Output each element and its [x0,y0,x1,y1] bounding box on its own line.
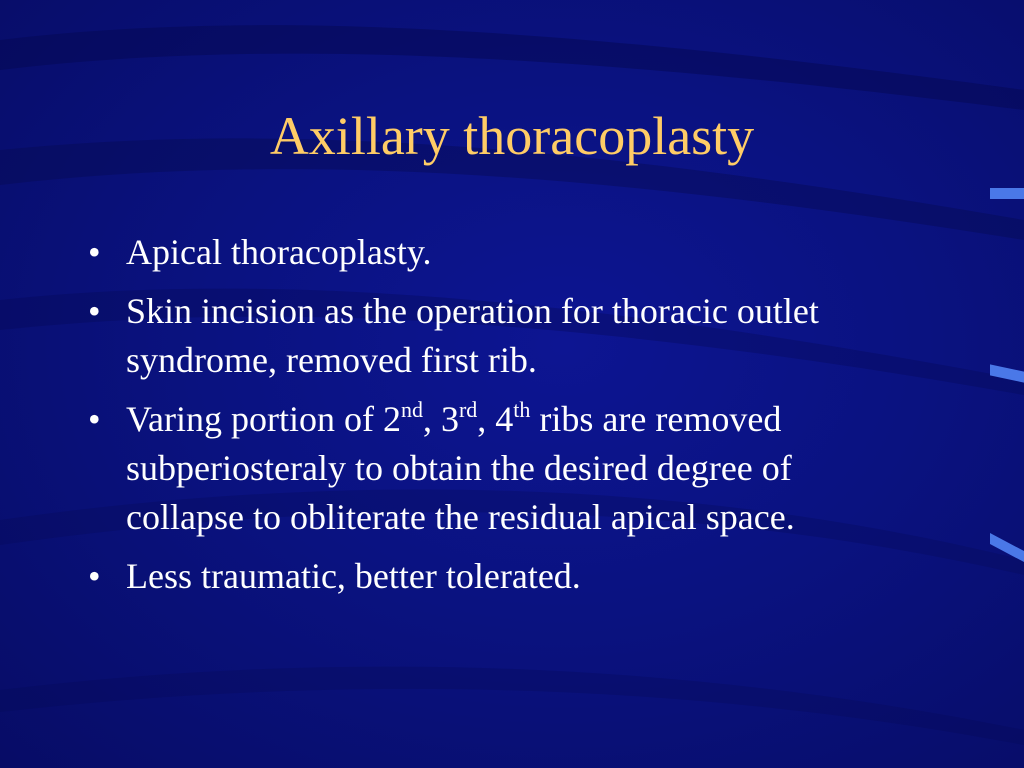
bullet-marker: • [88,556,101,596]
bullet-item-less-traumatic [88,552,918,601]
bullet-text-part-3: , 4 [477,399,514,439]
bullet-item-skin-incision [88,287,918,385]
bullet-text: Skin incision as the operation for thoracic outlet syndrome, removed first rib. [126,291,819,380]
bullet-item-rib-removal [88,395,918,542]
bullet-list [88,228,918,611]
ordinal-suffix-th: th [513,397,531,422]
bullet-marker: • [88,232,101,272]
bullet-text: Apical thoracoplasty. [126,232,432,272]
bullet-item-apical-thoracoplasty [88,228,918,277]
ordinal-suffix-rd: rd [458,397,478,422]
ordinal-suffix-nd: nd [400,397,423,422]
slide-title: Axillary thoracoplasty [269,106,755,166]
bullet-text: Less traumatic, better tolerated. [126,556,581,596]
bullet-text-part-2: , 3 [422,399,459,439]
bullet-text-part-4: ribs are removed subperiosteraly to obtain the desired degree of collapse to obliterate the residual apical space. [126,399,795,537]
bullet-marker: • [88,399,101,439]
bullet-marker: • [88,291,101,331]
bullet-text-part-1: Varing portion of 2 [126,399,401,439]
right-edge-tab-1 [990,188,1024,199]
